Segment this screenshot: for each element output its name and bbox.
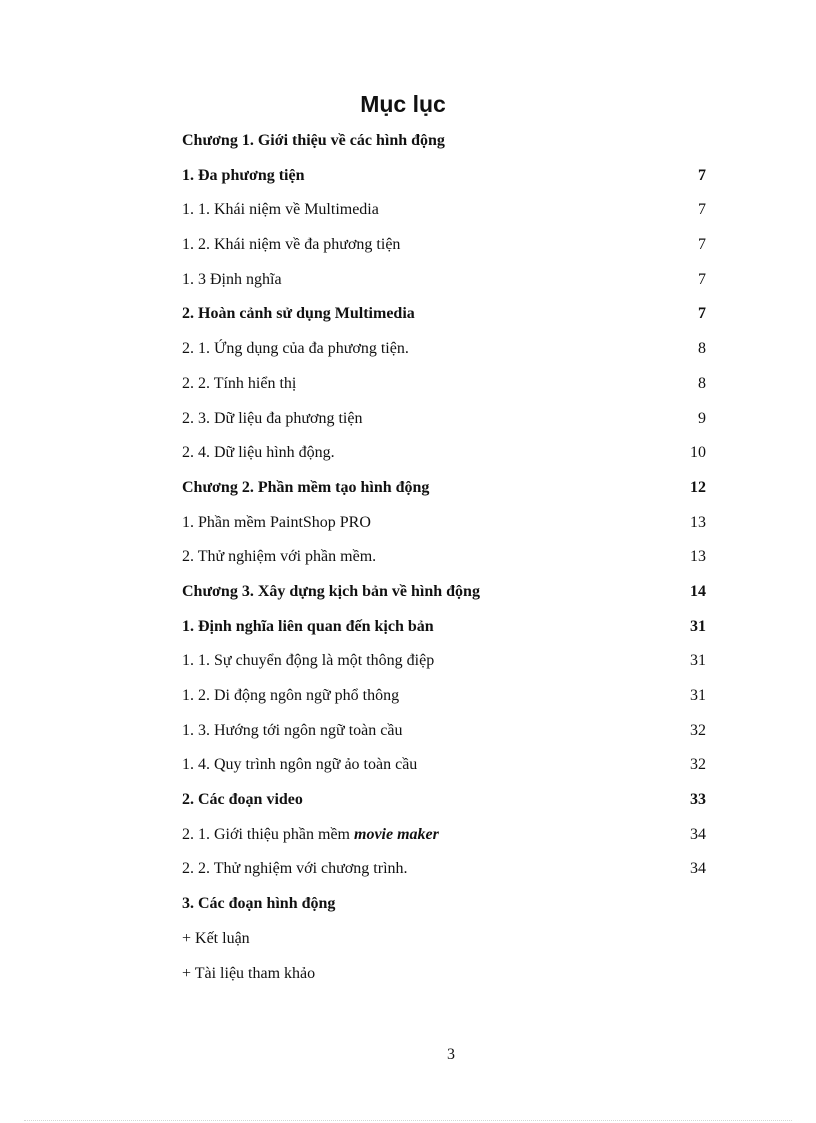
toc-entry-text: 2. 2. Tính hiển thị [182, 374, 297, 392]
table-of-contents [182, 124, 706, 991]
toc-entry-text: 2. 1. Giới thiệu phần mềm movie maker [182, 825, 439, 843]
toc-entry-page: 31 [690, 652, 706, 670]
toc-entry [182, 124, 706, 159]
toc-entry [182, 297, 706, 332]
toc-entry-page: 32 [690, 756, 706, 774]
toc-entry-text: 1. Định nghĩa liên quan đến kịch bản [182, 617, 434, 635]
toc-entry [182, 263, 706, 298]
toc-entry [182, 471, 706, 506]
page-divider [24, 1120, 792, 1121]
toc-entry [182, 506, 706, 541]
toc-entry-emphasis: movie maker [354, 825, 439, 843]
toc-entry [182, 957, 706, 992]
toc-entry [182, 887, 706, 922]
toc-entry-text: + Kết luận [182, 929, 250, 947]
toc-entry-page: 31 [690, 617, 706, 635]
toc-entry [182, 540, 706, 575]
toc-entry-text: 2. 4. Dữ liệu hình động. [182, 444, 335, 462]
toc-entry [182, 783, 706, 818]
toc-entry-page: 13 [690, 548, 706, 566]
toc-entry-text: 2. 3. Dữ liệu đa phương tiện [182, 409, 363, 427]
toc-entry-page: 7 [698, 236, 706, 254]
toc-entry [182, 922, 706, 957]
toc-entry [182, 436, 706, 471]
toc-entry-text: Chương 2. Phần mềm tạo hình động [182, 478, 430, 496]
toc-entry-page: 10 [690, 444, 706, 462]
toc-entry [182, 610, 706, 645]
toc-entry-page: 34 [690, 860, 706, 878]
toc-entry-page: 7 [698, 166, 706, 184]
toc-entry-text: 1. 3. Hướng tới ngôn ngữ toàn cầu [182, 721, 403, 739]
toc-entry [182, 679, 706, 714]
toc-entry [182, 332, 706, 367]
toc-entry [182, 714, 706, 749]
toc-entry [182, 644, 706, 679]
toc-entry [182, 367, 706, 402]
page-title: Mục lục [360, 91, 446, 118]
toc-entry-text: 1. Đa phương tiện [182, 166, 305, 184]
toc-entry [182, 818, 706, 853]
toc-entry-page: 13 [690, 513, 706, 531]
toc-entry [182, 159, 706, 194]
toc-entry-text: 1. Phần mềm PaintShop PRO [182, 513, 371, 531]
toc-entry-text: 1. 2. Khái niệm về đa phương tiện [182, 236, 401, 254]
toc-entry-text: 2. Hoàn cảnh sử dụng Multimedia [182, 305, 415, 323]
toc-entry-text: 2. 1. Ứng dụng của đa phương tiện. [182, 340, 409, 358]
toc-entry-page: 12 [690, 478, 706, 496]
toc-entry-text: 3. Các đoạn hình động [182, 895, 336, 913]
toc-entry-page: 34 [690, 825, 706, 843]
toc-entry-text: 1. 3 Định nghĩa [182, 270, 282, 288]
toc-entry-text: 1. 2. Di động ngôn ngữ phổ thông [182, 687, 400, 704]
toc-entry-text: 1. 1. Sự chuyển động là một thông điệp [182, 652, 435, 670]
toc-entry-text: Chương 3. Xây dựng kịch bản về hình động [182, 582, 480, 600]
toc-entry-page: 32 [690, 721, 706, 739]
toc-entry-page: 14 [690, 582, 706, 600]
toc-entry-page: 31 [690, 687, 706, 704]
toc-entry-page: 7 [698, 270, 706, 288]
toc-entry [182, 402, 706, 437]
toc-entry-page: 7 [698, 305, 706, 323]
page-number: 3 [447, 1046, 455, 1063]
toc-entry-text: 2. 2. Thử nghiệm với chương trình. [182, 860, 408, 878]
toc-entry-text: 1. 1. Khái niệm về Multimedia [182, 201, 379, 219]
toc-entry [182, 228, 706, 263]
toc-entry-page: 33 [690, 791, 706, 809]
toc-entry [182, 575, 706, 610]
toc-entry [182, 193, 706, 228]
toc-entry [182, 748, 706, 783]
toc-entry-text: 2. Thử nghiệm với phần mềm. [182, 548, 377, 566]
toc-entry-text: + Tài liệu tham khảo [182, 964, 316, 982]
toc-entry-text: 1. 4. Quy trình ngôn ngữ ảo toàn cầu [182, 756, 418, 774]
toc-entry-page: 8 [698, 340, 706, 358]
toc-entry-text: 2. Các đoạn video [182, 791, 303, 809]
toc-entry-page: 7 [698, 201, 706, 219]
toc-entry-page: 8 [698, 374, 706, 392]
toc-entry-text: Chương 1. Giới thiệu về các hình động [182, 132, 445, 149]
toc-entry [182, 852, 706, 887]
toc-entry-page: 9 [698, 409, 706, 427]
